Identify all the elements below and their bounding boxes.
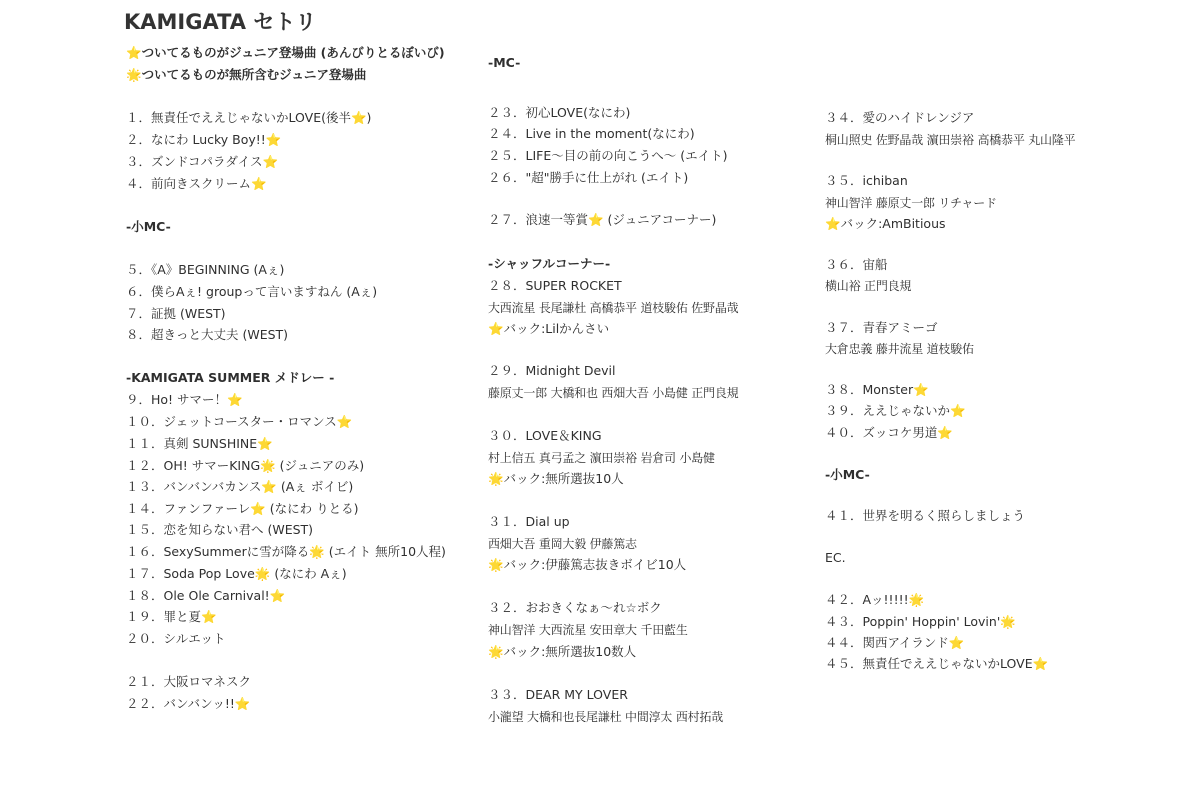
section-heading: -KAMIGATA SUMMER メドレー - bbox=[126, 370, 335, 385]
song-item: ３．ズンドコパラダイス⭐ bbox=[126, 154, 279, 169]
song-item: ２４．Live in the moment(なにわ) bbox=[488, 126, 695, 141]
song-item: ４．前向きスクリーム⭐ bbox=[126, 176, 267, 191]
section-heading: -小MC- bbox=[825, 467, 870, 482]
song-item: ３８．Monster⭐ bbox=[825, 382, 929, 397]
song-item: １８．Ole Ole Carnival!⭐ bbox=[126, 588, 286, 603]
song-item: ２．なにわ Lucky Boy!!⭐ bbox=[126, 132, 282, 147]
setlist-note: 🌟バック:無所選抜10人 bbox=[488, 471, 624, 486]
setlist-note: ⭐バック:Lilかんさい bbox=[488, 321, 610, 336]
setlist-note: 西畑大吾 重岡大毅 伊藤篤志 bbox=[488, 537, 637, 551]
song-item: １７．Soda Pop Love🌟 (なにわ Aぇ) bbox=[126, 566, 347, 581]
setlist-note: 🌟バック:伊藤篤志抜きボイビ10人 bbox=[488, 557, 687, 572]
song-item: ４３．Poppin' Hoppin' Lovin'🌟 bbox=[825, 614, 1016, 629]
song-item: ３１．Dial up bbox=[488, 514, 570, 529]
song-item: １１．真剣 SUNSHINE⭐ bbox=[126, 436, 273, 451]
song-item: ３３．DEAR MY LOVER bbox=[488, 687, 628, 702]
setlist-note: 🌟バック:無所選抜10数人 bbox=[488, 644, 637, 659]
setlist-note: 大西流星 長尾謙杜 高橋恭平 道枝駿佑 佐野晶哉 bbox=[488, 301, 739, 315]
section-heading: -小MC- bbox=[126, 219, 171, 234]
song-item: ４０．ズッコケ男道⭐ bbox=[825, 425, 953, 440]
song-item: ２３．初心LOVE(なにわ) bbox=[488, 105, 631, 120]
song-item: ８．超きっと大丈夫 (WEST) bbox=[126, 327, 289, 342]
song-item: ２１．大阪ロマネスク bbox=[126, 674, 252, 689]
setlist-note: 横山裕 正門良規 bbox=[825, 279, 912, 293]
setlist-note: 藤原丈一郎 大橋和也 西畑大吾 小島健 正門良規 bbox=[488, 386, 739, 400]
setlist-note: 村上信五 真弓孟之 濵田崇裕 岩倉司 小島健 bbox=[488, 451, 715, 465]
song-item: ７．証拠 (WEST) bbox=[126, 306, 226, 321]
setlist-note: 大倉忠義 藤井流星 道枝駿佑 bbox=[825, 342, 974, 356]
setlist-note: 小瀧望 大橋和也長尾謙杜 中間淳太 西村拓哉 bbox=[488, 710, 724, 724]
song-item: １６．SexySummerに雪が降る🌟 (エイト 無所10人程) bbox=[126, 544, 446, 559]
song-item: ４２．Aッ!!!!!🌟 bbox=[825, 592, 925, 607]
song-item: ２０．シルエット bbox=[126, 631, 226, 646]
page-title: KAMIGATA セトリ bbox=[124, 10, 317, 34]
song-item: ３０．LOVE＆KING bbox=[488, 428, 602, 443]
song-item: ２６．"超"勝手に仕上がれ (エイト) bbox=[488, 170, 689, 185]
song-item: ４１．世界を明るく照らしましょう bbox=[825, 508, 1026, 523]
setlist-note: 神山智洋 藤原丈一郎 リチャード bbox=[825, 196, 997, 210]
song-item: ２９．Midnight Devil bbox=[488, 363, 616, 378]
song-item: ４４．関西アイランド⭐ bbox=[825, 635, 965, 650]
song-item: １９．罪と夏⭐ bbox=[126, 609, 217, 624]
song-item: ４５．無責任でええじゃないかLOVE⭐ bbox=[825, 656, 1049, 671]
song-item: １２．OH! サマーKING🌟 (ジュニアのみ) bbox=[126, 458, 365, 473]
section-heading: -MC- bbox=[488, 55, 521, 70]
song-item: ３９．ええじゃないか⭐ bbox=[825, 403, 966, 418]
song-item: ３２．おおきくなぁ〜れ☆ボク bbox=[488, 600, 662, 615]
song-item: ３７．青春アミーゴ bbox=[825, 320, 938, 335]
song-item: ５．《A》BEGINNING (Aぇ) bbox=[126, 262, 285, 277]
song-item: １３．バンバンバカンス⭐ (Aぇ ボイビ) bbox=[126, 479, 354, 494]
song-item: １．無責任でええじゃないかLOVE(後半⭐) bbox=[126, 110, 372, 125]
section-heading: 🌟ついてるものが無所含むジュニア登場曲 bbox=[126, 67, 367, 82]
song-item: ９．Ho! サマー！⭐ bbox=[126, 392, 243, 407]
song-item: ２５．LIFE～目の前の向こうへ～ (エイト) bbox=[488, 148, 728, 163]
song-item: ３４．愛のハイドレンジア bbox=[825, 110, 975, 125]
setlist-note: ⭐バック:AmBitious bbox=[825, 216, 946, 231]
song-item: ２２．バンバンッ!!⭐ bbox=[126, 696, 251, 711]
song-item: ２７．浪速一等賞⭐ (ジュニアコーナー) bbox=[488, 212, 717, 227]
song-item: EC. bbox=[825, 550, 846, 565]
section-heading: -シャッフルコーナー- bbox=[488, 256, 611, 271]
section-heading: ⭐ついてるものがジュニア登場曲 (あんびりとるぼいび) bbox=[126, 45, 445, 60]
song-item: １４．ファンファーレ⭐ (なにわ りとる) bbox=[126, 501, 359, 516]
setlist-note: 桐山照史 佐野晶哉 濵田崇裕 高橋恭平 丸山隆平 bbox=[825, 133, 1076, 147]
setlist-note: 神山智洋 大西流星 安田章大 千田藍生 bbox=[488, 623, 688, 637]
song-item: ６．僕らAぇ! groupって言いますねん (Aぇ) bbox=[126, 284, 378, 299]
song-item: ３５．ichiban bbox=[825, 173, 908, 188]
song-item: １５．恋を知らない君へ (WEST) bbox=[126, 522, 314, 537]
song-item: １０．ジェットコースター・ロマンス⭐ bbox=[126, 414, 353, 429]
song-item: ３６．宙船 bbox=[825, 257, 888, 272]
song-item: ２８．SUPER ROCKET bbox=[488, 278, 622, 293]
